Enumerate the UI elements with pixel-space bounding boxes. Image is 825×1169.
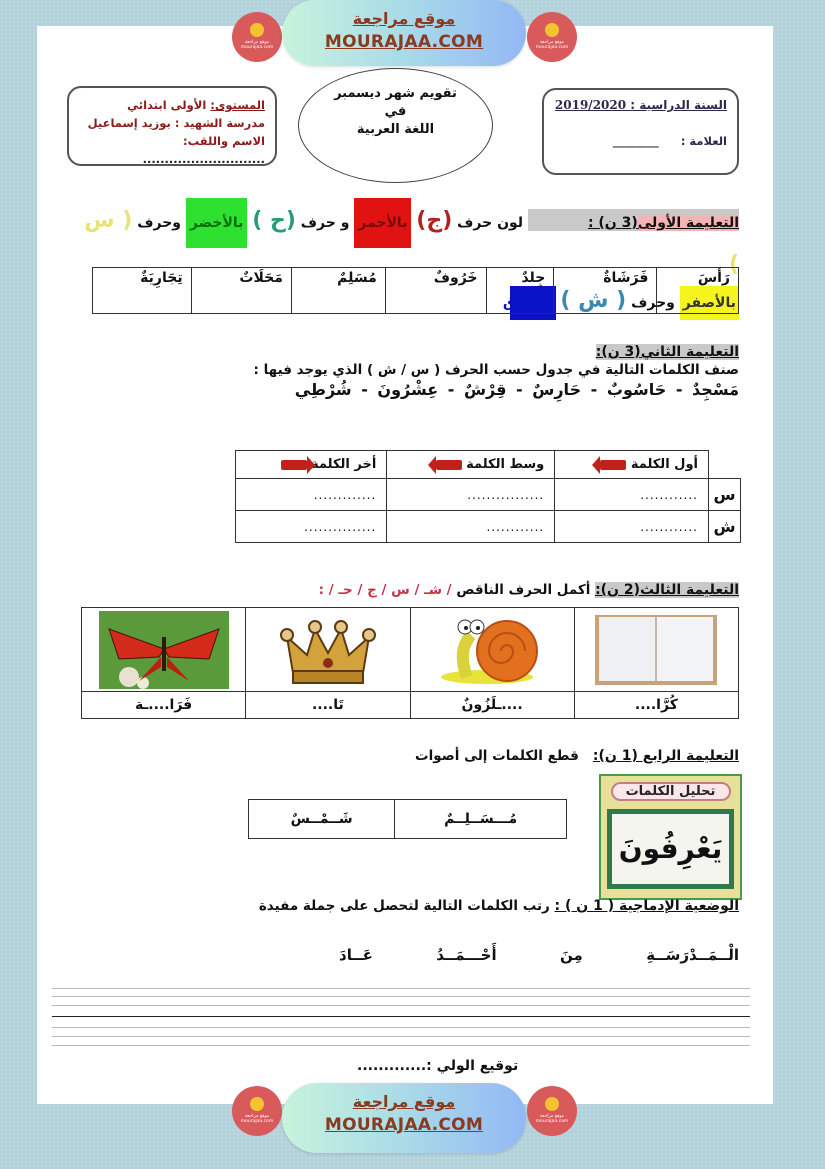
answer-cell[interactable]: ............. bbox=[236, 479, 387, 511]
word-cell[interactable]: تِجَارِيَةٌ bbox=[93, 268, 192, 314]
book-logo-icon bbox=[250, 23, 264, 37]
site-banner-top[interactable] bbox=[282, 0, 526, 66]
fill-word[interactable]: كُرَّا.... bbox=[574, 692, 738, 719]
task4-heading: التعليمة الرابع (1 ن): قطع الكلمات إلى أصوات bbox=[415, 748, 739, 764]
answer-cell[interactable]: ................ bbox=[387, 479, 555, 511]
task2-words: مَسْجِدٌ - حَاسُوبٌ - حَارِسٌ - قِرْشٌ - عِشْرُونَ - شُرْطِي bbox=[294, 380, 739, 399]
book-image bbox=[591, 611, 721, 689]
task2-classify-table bbox=[235, 450, 741, 543]
banner-url[interactable]: MOURAJAA.COM bbox=[324, 1115, 484, 1135]
blue-swatch: بالأزرق bbox=[510, 286, 556, 320]
book-logo-icon bbox=[545, 23, 559, 37]
segment-cell[interactable]: مُـــسَــلِــمٌ bbox=[395, 800, 567, 839]
word-cell[interactable]: مَحَلَاتٌ bbox=[191, 268, 291, 314]
col-middle: وسط الكلمة bbox=[387, 451, 555, 479]
parent-signature[interactable]: توقيع الولي :............. bbox=[357, 1058, 519, 1074]
col-first: أول الكلمة bbox=[555, 451, 709, 479]
task1-words-table bbox=[92, 267, 739, 314]
task4-segment-table bbox=[248, 799, 567, 839]
answer-cell[interactable]: ............ bbox=[555, 511, 709, 543]
site-badge-right: موقع مراجعة mourajaa.com bbox=[527, 12, 577, 62]
student-info-box: المستوى: الأولى ابتدائي مدرسة الشهيد : بوزيد إسماعيل الاسم واللقب: ............................ bbox=[67, 86, 277, 166]
site-badge-right: موقع مراجعة mourajaa.com bbox=[527, 1086, 577, 1136]
book-logo-icon bbox=[545, 1097, 559, 1111]
site-banner-bottom[interactable] bbox=[282, 1083, 526, 1153]
col-last: أخر الكلمة bbox=[236, 451, 387, 479]
fill-word[interactable]: ....ـلَزُونٌ bbox=[410, 692, 574, 719]
table-row: س ............ ................ ............. bbox=[236, 479, 741, 511]
snail-image bbox=[427, 611, 557, 689]
task3-picture-table bbox=[81, 607, 739, 719]
answer-cell[interactable]: ............ bbox=[387, 511, 555, 543]
table-row: ش ............ ............ ............... bbox=[236, 511, 741, 543]
banner-arabic: موقع مراجعة bbox=[352, 1092, 456, 1111]
word-cell[interactable]: مُسَلِمٌ bbox=[291, 268, 385, 314]
word-analysis-image: تحليل الكلمات يَعْرِفُونَ bbox=[599, 774, 742, 900]
word-cell[interactable]: جِلدٌ bbox=[486, 268, 554, 314]
answer-cell[interactable]: ............... bbox=[236, 511, 387, 543]
fill-word[interactable]: تَا.... bbox=[246, 692, 410, 719]
site-badge-left: موقع مراجعة mourajaa.com bbox=[232, 12, 282, 62]
word-cell[interactable]: رَأسَ bbox=[657, 268, 739, 314]
fill-word[interactable]: فَرَا....ـة bbox=[82, 692, 246, 719]
segment-cell[interactable]: شَــمْــسٌ bbox=[249, 800, 395, 839]
banner-url[interactable]: MOURAJAA.COM bbox=[324, 32, 484, 52]
task3-heading: التعليمة الثالث(2 ن): أكمل الحرف الناقص / شـ / س / ج / حـ / : bbox=[318, 582, 739, 598]
exam-title-oval: تقويم شهر ديسمبر في اللغة العربية bbox=[298, 68, 493, 183]
answer-cell[interactable]: ............ bbox=[555, 479, 709, 511]
book-logo-icon bbox=[250, 1097, 264, 1111]
butterfly-image bbox=[99, 611, 229, 689]
name-field[interactable]: ............................ bbox=[142, 152, 265, 166]
task1-instruction: التعليمة الأولى(3 ن) : لون حرف (ج) بالأحمر و حرف (ح ) بالأخضر وحرف ( س ) بالأصفر وحرف ( ش ) بالأزرق bbox=[79, 198, 739, 320]
grade-field[interactable]: ________ bbox=[612, 134, 659, 148]
arrow-left-icon bbox=[600, 460, 626, 470]
crown-image bbox=[263, 611, 393, 689]
green-swatch: بالأخضر bbox=[186, 198, 248, 248]
arrow-left-icon bbox=[436, 460, 462, 470]
arrow-right-icon bbox=[281, 460, 307, 470]
site-badge-left: موقع مراجعة mourajaa.com bbox=[232, 1086, 282, 1136]
worksheet-page bbox=[37, 26, 773, 1104]
word-cell[interactable]: فَرَشَاةٌ bbox=[554, 268, 657, 314]
banner-arabic: موقع مراجعة bbox=[352, 9, 456, 28]
task5-words: الْــمَــدْرَسَــةِ مِنَ أَحْـــمَــدُ عَــادَ bbox=[339, 946, 739, 964]
red-swatch: بالأحمر bbox=[354, 198, 411, 248]
task2-title: التعليمة الثاني(3 ن): bbox=[595, 344, 739, 360]
task5-heading: الوضعية الإدماجية ( 1 ن ) : رتب الكلمات التالية لتحصل على جملة مفيدة bbox=[258, 898, 739, 914]
word-cell[interactable]: خَرُوفٌ bbox=[385, 268, 486, 314]
yellow-swatch: بالأصفر bbox=[680, 286, 739, 320]
year-grade-box: السنة الدراسية : 2019/2020 العلامة : ________ bbox=[542, 88, 739, 175]
task2-block: التعليمة الثاني(3 ن): صنف الكلمات التالية في جدول حسب الحرف ( س / ش ) الذي يوجد فيها : مَسْجِدٌ - حَاسُوبٌ - حَارِسٌ - قِرْشٌ - عِشْرُونَ - شُرْطِي bbox=[219, 344, 739, 399]
